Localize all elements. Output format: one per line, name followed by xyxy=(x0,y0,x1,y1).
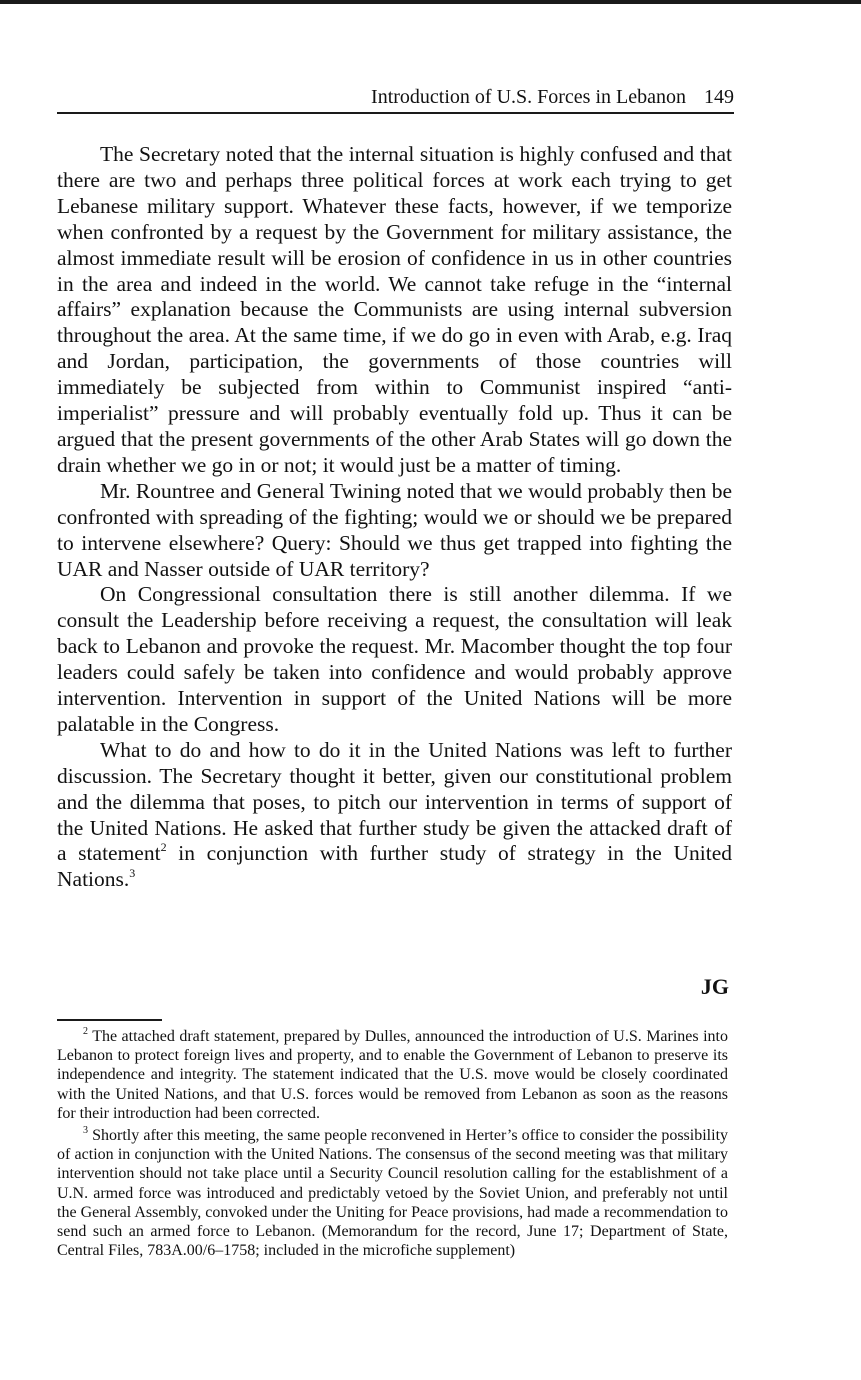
paragraph-4-text-a: What to do and how to do it in the United Nations was left to further discussion. The Secretary thought it better, given our constitutional problem and the dilemma that poses, to pitch our intervention in terms of support of the United Nations. He asked that further study be given the attacked draft of a statement xyxy=(57,737,732,866)
footnote-2 xyxy=(57,1027,728,1123)
footnote-marker: 2 xyxy=(83,1026,88,1037)
signature-initials: JG xyxy=(700,974,729,999)
paragraph-4-text-b: in conjunction with further study of strategy in the United Nations. xyxy=(57,841,732,892)
paragraph-2: Mr. Rountree and General Twining noted that we would probably then be confronted with spreading of the fighting; would we or should we be prepared to intervene elsewhere? Query: Should we thus get trapped into fighting the UAR and Nasser outside of UAR territory? xyxy=(57,478,732,581)
paragraph-4 xyxy=(57,738,732,893)
page-number: 149 xyxy=(704,86,734,108)
paragraph-3: On Congressional consultation there is still another dilemma. If we consult the Leadership before receiving a request, the consultation will leak back to Lebanon and provoke the request. Mr. Macomber thought the top four leaders could safely be taken into confidence and would probably approve intervention. Intervention in support of the United Nations will be more palatable in the Congress. xyxy=(57,582,732,736)
main-text xyxy=(57,142,732,893)
footnote-divider xyxy=(57,1019,162,1021)
footnote-text: Shortly after this meeting, the same people reconvened in Herter’s office to consider the possibility of action in conjunction with the United Nations. The consensus of the second meeting was that military intervention should not take place until a Security Council resolution calling for the establishment of a U.N. armed force was introduced and predictably vetoed by the Soviet Union, and preferably not until the General Assembly, convoked under the Uniting for Peace provisions, had made a recommendation to send such an armed force to Lebanon. (Memorandum for the record, June 17; Department of State, Central Files, 783A.00/6–1758; included in the microfiche supplement) xyxy=(57,1127,729,1260)
footnote-3 xyxy=(57,1126,728,1260)
footnote-text: The attached draft statement, prepared by Dulles, announced the introduction of U.S. Marines into Lebanon to protect foreign lives and property, and to enable the Government of Lebanon to preserve its independence and integrity. The statement indicated that the U.S. move would be closely coordinated with the United Nations, and that U.S. forces would be removed from Lebanon as soon as the reasons for their introduction had been corrected. xyxy=(57,1028,728,1122)
running-header xyxy=(57,84,734,114)
footnote-ref-2: 2 xyxy=(160,840,167,855)
scan-top-edge xyxy=(0,0,861,4)
paragraph-1: The Secretary noted that the internal situation is highly confused and that there are two and perhaps three political forces at work each trying to get Lebanese military support. Whatever these facts, however, if we temporize when confronted by a request by the Government for military assistance, the almost immediate result will be erosion of confidence in us in other countries in the area and indeed in the world. We cannot take refuge in the “internal affairs” explanation because the Communists are using internal subversion throughout the area. At the same time, if we do go in even with Arab, e.g. Iraq and Jordan, participation, the governments of those countries will immediately be subjected from within to Communist inspired “anti-imperialist” pressure and will probably eventually fold up. Thus it can be argued that the present governments of the other Arab States will go down the drain whether we go in or not; it would just be a matter of timing. xyxy=(57,142,732,477)
running-title: Introduction of U.S. Forces in Lebanon xyxy=(371,86,686,108)
footnote-marker: 3 xyxy=(83,1125,88,1137)
footnotes xyxy=(57,1027,728,1263)
footnote-ref-3: 3 xyxy=(129,866,136,881)
